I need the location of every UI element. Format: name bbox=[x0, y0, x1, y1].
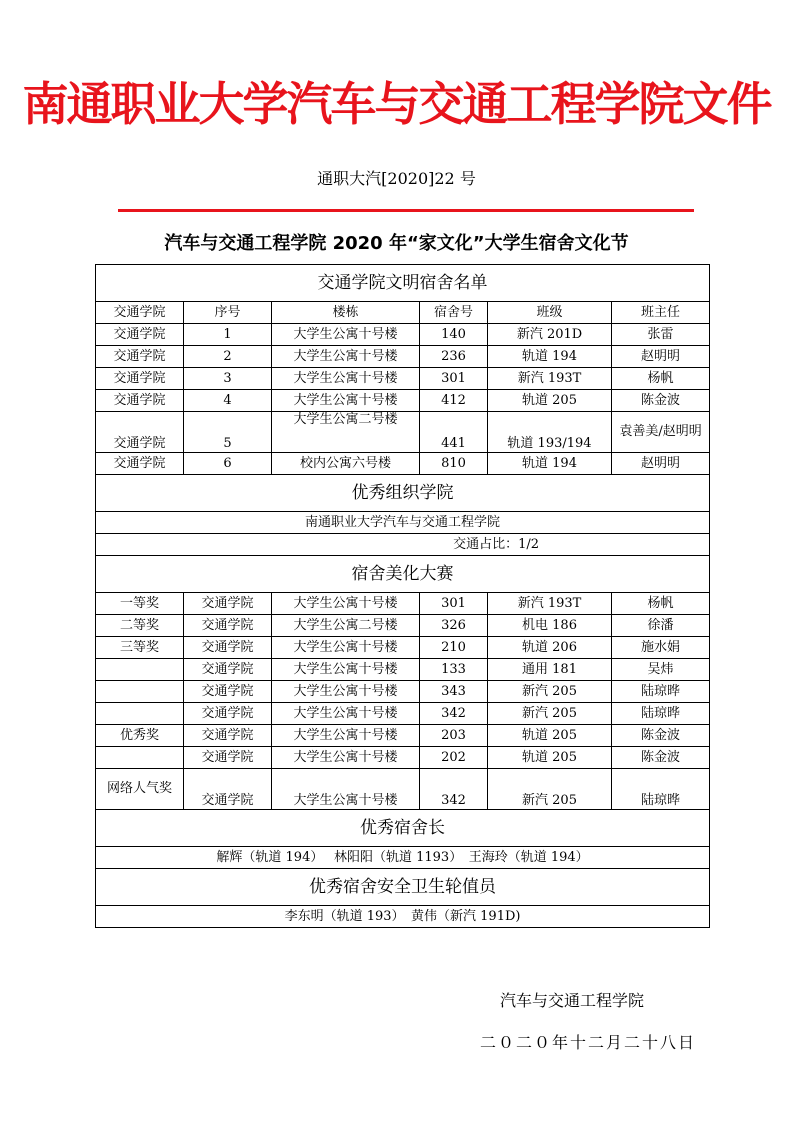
table-cell: 交通学院 bbox=[184, 703, 272, 725]
table-cell: 赵明明 bbox=[612, 453, 710, 475]
table-cell: 301 bbox=[420, 593, 488, 615]
table-cell: 210 bbox=[420, 637, 488, 659]
table-cell: 大学生公寓十号楼 bbox=[272, 681, 420, 703]
table-cell: 吴炜 bbox=[612, 659, 710, 681]
table-cell bbox=[96, 681, 184, 703]
table-row bbox=[96, 453, 710, 475]
table-cell: 轨道 205 bbox=[488, 747, 612, 769]
table-cell: 大学生公寓十号楼 bbox=[272, 703, 420, 725]
safety-section-title: 优秀宿舍安全卫生轮值员 bbox=[96, 869, 710, 906]
table-cell: 3 bbox=[184, 368, 272, 390]
red-divider bbox=[118, 209, 694, 212]
table-cell: 机电 186 bbox=[488, 615, 612, 637]
column-header: 班主任 bbox=[612, 302, 710, 324]
table-row bbox=[96, 659, 710, 681]
org-name-row bbox=[96, 512, 710, 534]
table-cell: 大学生公寓二号楼 bbox=[272, 412, 420, 453]
table-cell: 4 bbox=[184, 390, 272, 412]
table-cell: 轨道 206 bbox=[488, 637, 612, 659]
table-cell: 新汽 205 bbox=[488, 703, 612, 725]
table-cell: 大学生公寓十号楼 bbox=[272, 390, 420, 412]
table-cell: 大学生公寓十号楼 bbox=[272, 725, 420, 747]
table-cell: 342 bbox=[420, 769, 488, 810]
table-cell: 陈金波 bbox=[612, 725, 710, 747]
table-row bbox=[96, 593, 710, 615]
table-cell: 交通学院 bbox=[96, 412, 184, 453]
safety-names-row-text: 李东明（轨道 193） 黄伟（新汽 191D) bbox=[96, 906, 710, 928]
column-header: 序号 bbox=[184, 302, 272, 324]
column-header: 宿舍号 bbox=[420, 302, 488, 324]
table-cell: 新汽 205 bbox=[488, 769, 612, 810]
org-ratio-row bbox=[96, 534, 710, 556]
table-row bbox=[96, 703, 710, 725]
awards-table bbox=[95, 264, 710, 928]
table-cell: 袁善美/赵明明 bbox=[612, 412, 710, 453]
table-row bbox=[96, 615, 710, 637]
table-cell: 342 bbox=[420, 703, 488, 725]
leader-names-row bbox=[96, 847, 710, 869]
table-cell: 施水娟 bbox=[612, 637, 710, 659]
table-cell: 三等奖 bbox=[96, 637, 184, 659]
org-section bbox=[96, 475, 710, 512]
table-cell: 交通学院 bbox=[96, 390, 184, 412]
table-cell: 杨帆 bbox=[612, 593, 710, 615]
table-cell: 810 bbox=[420, 453, 488, 475]
document-title: 汽车与交通工程学院 2020 年“家文化”大学生宿舍文化节 bbox=[164, 233, 629, 254]
table-row bbox=[96, 637, 710, 659]
table-cell: 轨道 205 bbox=[488, 390, 612, 412]
table-cell: 5 bbox=[184, 412, 272, 453]
table-cell: 轨道 193/194 bbox=[488, 412, 612, 453]
document-header: 南通职业大学汽车与交通工程学院文件 bbox=[22, 77, 771, 131]
table-header-row bbox=[96, 302, 710, 324]
org-section-title: 优秀组织学院 bbox=[96, 475, 710, 512]
table-cell: 陈金波 bbox=[612, 747, 710, 769]
table-cell: 133 bbox=[420, 659, 488, 681]
table-cell bbox=[96, 747, 184, 769]
table-cell: 陆琼晔 bbox=[612, 703, 710, 725]
beauty-section bbox=[96, 556, 710, 593]
table-cell: 交通学院 bbox=[184, 637, 272, 659]
table-cell: 张雷 bbox=[612, 324, 710, 346]
table-cell: 网络人气奖 bbox=[96, 769, 184, 810]
table-row bbox=[96, 747, 710, 769]
table-cell: 轨道 194 bbox=[488, 453, 612, 475]
column-header: 交通学院 bbox=[96, 302, 184, 324]
table-cell bbox=[96, 703, 184, 725]
safety-section bbox=[96, 869, 710, 906]
table-cell: 大学生公寓十号楼 bbox=[272, 637, 420, 659]
table-cell: 441 bbox=[420, 412, 488, 453]
table-row bbox=[96, 324, 710, 346]
table-cell: 交通学院 bbox=[96, 324, 184, 346]
table-cell: 轨道 194 bbox=[488, 346, 612, 368]
table-cell: 交通学院 bbox=[184, 747, 272, 769]
table-cell: 大学生公寓十号楼 bbox=[272, 659, 420, 681]
table-cell: 交通学院 bbox=[184, 659, 272, 681]
table-cell: 大学生公寓十号楼 bbox=[272, 346, 420, 368]
table-cell: 大学生公寓十号楼 bbox=[272, 324, 420, 346]
table-cell: 二等奖 bbox=[96, 615, 184, 637]
org-name-row-text: 南通职业大学汽车与交通工程学院 bbox=[96, 512, 710, 534]
table-cell: 交通学院 bbox=[184, 615, 272, 637]
table-cell: 301 bbox=[420, 368, 488, 390]
table-row bbox=[96, 681, 710, 703]
table-cell: 1 bbox=[184, 324, 272, 346]
civilized-section bbox=[96, 265, 710, 302]
table-cell: 新汽 201D bbox=[488, 324, 612, 346]
table-cell: 412 bbox=[420, 390, 488, 412]
table-cell: 陆琼晔 bbox=[612, 681, 710, 703]
table-cell: 交通学院 bbox=[96, 453, 184, 475]
column-header: 班级 bbox=[488, 302, 612, 324]
table-cell: 新汽 193T bbox=[488, 368, 612, 390]
table-row bbox=[96, 390, 710, 412]
table-cell: 236 bbox=[420, 346, 488, 368]
column-header: 楼栋 bbox=[272, 302, 420, 324]
table-cell: 杨帆 bbox=[612, 368, 710, 390]
table-cell: 通用 181 bbox=[488, 659, 612, 681]
table-cell: 140 bbox=[420, 324, 488, 346]
table-cell: 交通学院 bbox=[184, 769, 272, 810]
table-cell: 交通学院 bbox=[96, 346, 184, 368]
table-row bbox=[96, 368, 710, 390]
table-cell: 2 bbox=[184, 346, 272, 368]
table-cell: 校内公寓六号楼 bbox=[272, 453, 420, 475]
footer-date: 二０二０年十二月二十八日 bbox=[480, 1033, 697, 1052]
table-cell: 徐潘 bbox=[612, 615, 710, 637]
table-cell: 大学生公寓十号楼 bbox=[272, 769, 420, 810]
table-cell: 优秀奖 bbox=[96, 725, 184, 747]
table-cell: 203 bbox=[420, 725, 488, 747]
table-row bbox=[96, 412, 710, 453]
table-cell: 343 bbox=[420, 681, 488, 703]
table-cell: 交通学院 bbox=[184, 725, 272, 747]
table-cell: 大学生公寓十号楼 bbox=[272, 593, 420, 615]
footer-organization: 汽车与交通工程学院 bbox=[500, 991, 645, 1010]
civilized-section-title: 交通学院文明宿舍名单 bbox=[96, 265, 710, 302]
table-cell bbox=[96, 659, 184, 681]
beauty-section-title: 宿舍美化大赛 bbox=[96, 556, 710, 593]
table-cell: 326 bbox=[420, 615, 488, 637]
table-cell: 赵明明 bbox=[612, 346, 710, 368]
table-cell: 陈金波 bbox=[612, 390, 710, 412]
table-cell: 交通学院 bbox=[96, 368, 184, 390]
table-row bbox=[96, 346, 710, 368]
table-cell: 大学生公寓十号楼 bbox=[272, 747, 420, 769]
table-row bbox=[96, 725, 710, 747]
leader-section bbox=[96, 810, 710, 847]
table-cell: 交通学院 bbox=[184, 681, 272, 703]
table-row bbox=[96, 769, 710, 810]
leader-section-title: 优秀宿舍长 bbox=[96, 810, 710, 847]
leader-names-row-text: 解辉（轨道 194） 林阳阳（轨道 1193） 王海玲（轨道 194） bbox=[96, 847, 710, 869]
table-cell: 交通学院 bbox=[184, 593, 272, 615]
table-cell: 大学生公寓二号楼 bbox=[272, 615, 420, 637]
table-cell: 大学生公寓十号楼 bbox=[272, 368, 420, 390]
table-cell: 一等奖 bbox=[96, 593, 184, 615]
document-number: 通职大汽[2020]22 号 bbox=[317, 169, 476, 188]
safety-names-row bbox=[96, 906, 710, 928]
org-ratio-row-text: 交通占比：1/2 bbox=[96, 534, 710, 556]
table-cell: 轨道 205 bbox=[488, 725, 612, 747]
table-cell: 新汽 205 bbox=[488, 681, 612, 703]
table-cell: 202 bbox=[420, 747, 488, 769]
table-cell: 陆琼晔 bbox=[612, 769, 710, 810]
table-cell: 新汽 193T bbox=[488, 593, 612, 615]
table-cell: 6 bbox=[184, 453, 272, 475]
